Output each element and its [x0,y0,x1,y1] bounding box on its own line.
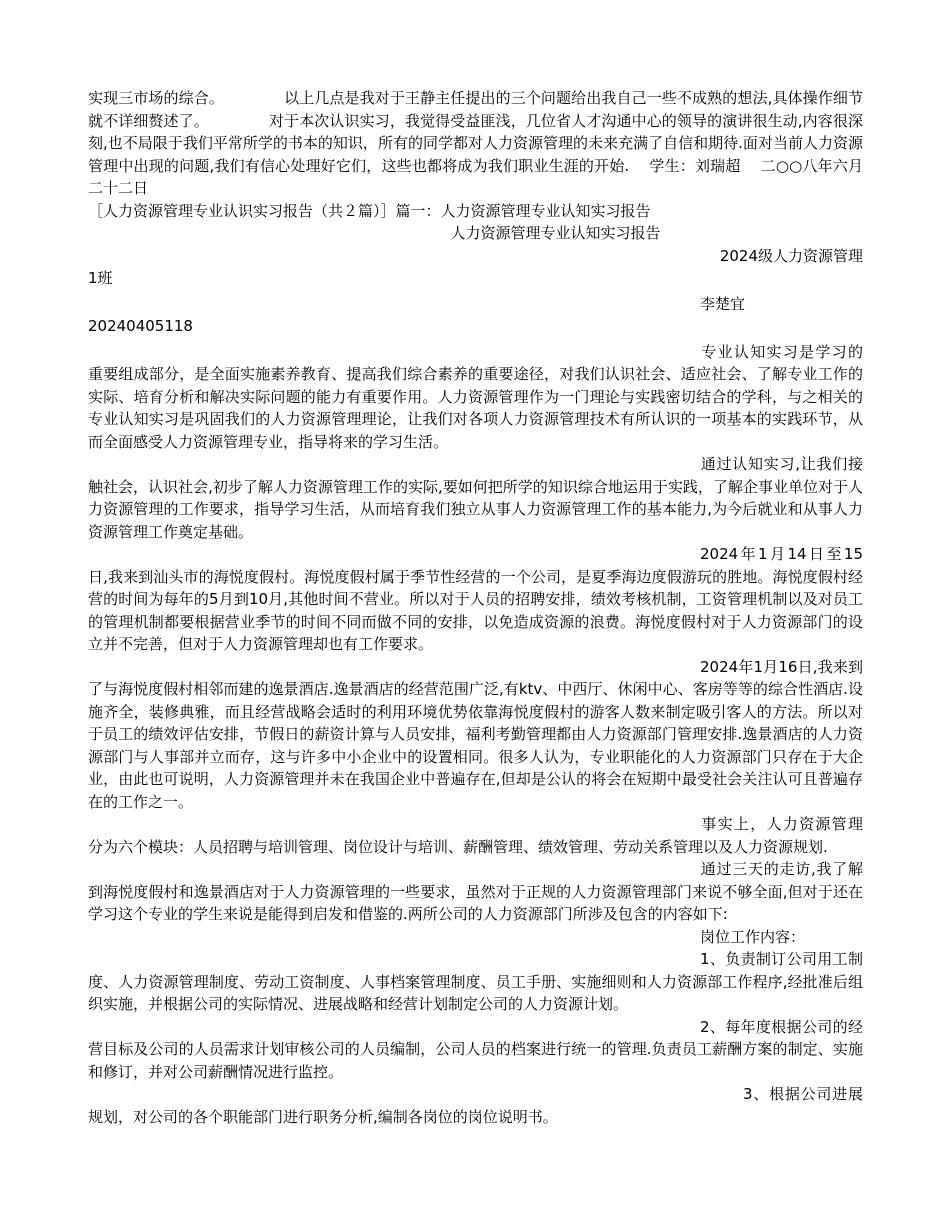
para-body: 理分为六个模块：人员招聘与培训管理、岗位设计与培训、薪酬管理、绩效管理、劳动关系管理以及人力资源规划. [88,815,863,856]
report-date: 二○○八年六月二十二日 [88,156,863,197]
class-number: 1班 [88,269,113,287]
item-body: 制度、人力资源管理制度、劳动工资制度、人事档案管理制度、员工手册、实施细则和人力资源部工作程序,经批准后组织实施，并根据公司的实际情况、进展战略和经营计划制定公司的人力资源计划。 [88,950,863,1013]
paragraph-1 [88,341,863,454]
item-1 [88,948,863,1016]
author-name: 李楚宜 [700,294,746,313]
para-body: 15日,我来到汕头市的海悦度假村。海悦度假村属于季节性经营的一个公司，是夏季海边度假游玩的胜地。海悦度假村经营的时间为每年的5月到10月,其他时间不营业。所以对于人员的招聘安排，绩效考核机制，工资管理机制以及对员工的管理机制都要根据营业季节的时间不同而做不同的安排，以免造成资源的浪费。海悦度假村对于人力资源部门的设立并不完善，但对于人力资源管理却也有工作要求。 [88,545,863,653]
para-head: 2024年1月14日至 [700,545,844,563]
para-head: 通过认知实习,让我们 [700,455,848,473]
para-head: 2024年1月16日, [700,657,818,676]
paragraph-3 [88,543,863,656]
paragraph-5 [88,813,863,858]
item-3 [88,1083,863,1128]
item-head: 2、每年度根据公司的 [700,1017,848,1036]
para-body: 我来到了与海悦度假村相邻而建的逸景酒店.逸景酒店的经营范围广泛,有ktv、中西厅、休闲中心、客房等等的综合性酒店.设施齐全，装修典雅，而且经营战略会适时的利用环境优势依靠海悦度假村的游客人数来制定吸引客人的方法。所以对于员工的绩效评估安排，节假日的薪资计算与人员安排，福利考勤管理都由人力资源部门管理安排.逸景酒店的人力资源部门与人事部并立而存，这与许多中小企业中的设置相同。很多人认为，专业职能化的人力资源部门只存在于大企业，由此也可说明，人力资源管理并未在我国企业中普遍存在,但却是公认的将会在短期中最受社会关注认可且普遍存在的工作之一。 [88,657,863,811]
text-span: 以上几点是我对于王静主任提出的三个问题给出我自己一些不成熟的想法,具体操作细节就不详细赘述了。 [88,89,863,130]
paragraph-6 [88,858,863,926]
para-body: 解到海悦度假村和逸景酒店对于人力资源管理的一些要求，虽然对于正规的人力资源管理部门来说不够全面,但对于还在学习这个专业的学生来说是能得到启发和借鉴的.两所公司的人力资源部门所涉及包含的内容如下: [88,860,863,923]
para-head: 通过三天的走访,我了 [700,860,848,878]
item-head: 1、负责制订公司用工 [700,950,848,968]
para-body: 的重要组成部分，是全面实施素养教育、提高我们综合素养的重要途径，对我们认识社会、适应社会、了解专业工作的实际、培育分析和解决实际问题的能力有重要作用。人力资源管理作为一门理论与实践密切结合的学科，与之相关的专业认知实习是巩固我们的人力资源管理理论，让我们对各项人力资源管理技术有所认识的一项基本的实践环节，从而全面感受人力资源管理专业，指导将来的学习生活。 [88,342,863,451]
paragraph-2 [88,453,863,543]
text-span: 实现三市场的综合。 [88,89,224,107]
student-name: 学生：刘瑞超 [649,156,741,175]
paragraph-4 [88,656,863,814]
bracket-title: ［人力资源管理专业认识实习报告（共２篇）］篇一：人力资源管理专业认知实习报告 [88,201,651,220]
para-head: 事实上，人力资源管 [700,815,848,833]
student-id: 20240405118 [88,317,193,335]
para-body: 接触社会，认识社会,初步了解人力资源管理工作的实际,要如何把所学的知识综合地运用于实践，了解企事业单位对于人力资源管理的工作要求，指导学习生活，从而培育我们独立从事人力资源管理工作的基本能力,为今后就业和从事人力资源管理工作奠定基础。 [88,455,863,541]
item-head: 3、根据公司进 [743,1085,848,1103]
text-span: 对于本次认识实习，我觉得受益匪浅，几位省人才沟通中心的领导的演讲很生动,内容很深刻,也不局限于我们平常所学的书本的知识，所有的同学都对人力资源管理的未来充满了自信和期待.面对当前人力资源管理中出现的问题,我们有信心处理好它们，这些也都将成为我们职业生涯的开始. [88,111,863,175]
class-line: 2024级人力资源管理 [719,246,863,265]
job-content-heading: 岗位工作内容： [700,927,806,946]
report-title: 人力资源管理专业认知实习报告 [450,224,661,242]
item-body: 经营目标及公司的人员需求计划审核公司的人员编制，公司人员的档案进行统一的管理.负责员工薪酬方案的制定、实施和修订，并对公司薪酬情况进行监控。 [88,1017,863,1081]
item-2 [88,1016,863,1084]
item-body: 展规划，对公司的各个职能部门进行职务分析,编制各岗位的岗位说明书。 [88,1085,863,1126]
intro-paragraph [88,87,863,200]
para-head: 专业认知实习是学习 [700,342,848,361]
document-page [88,87,863,1128]
